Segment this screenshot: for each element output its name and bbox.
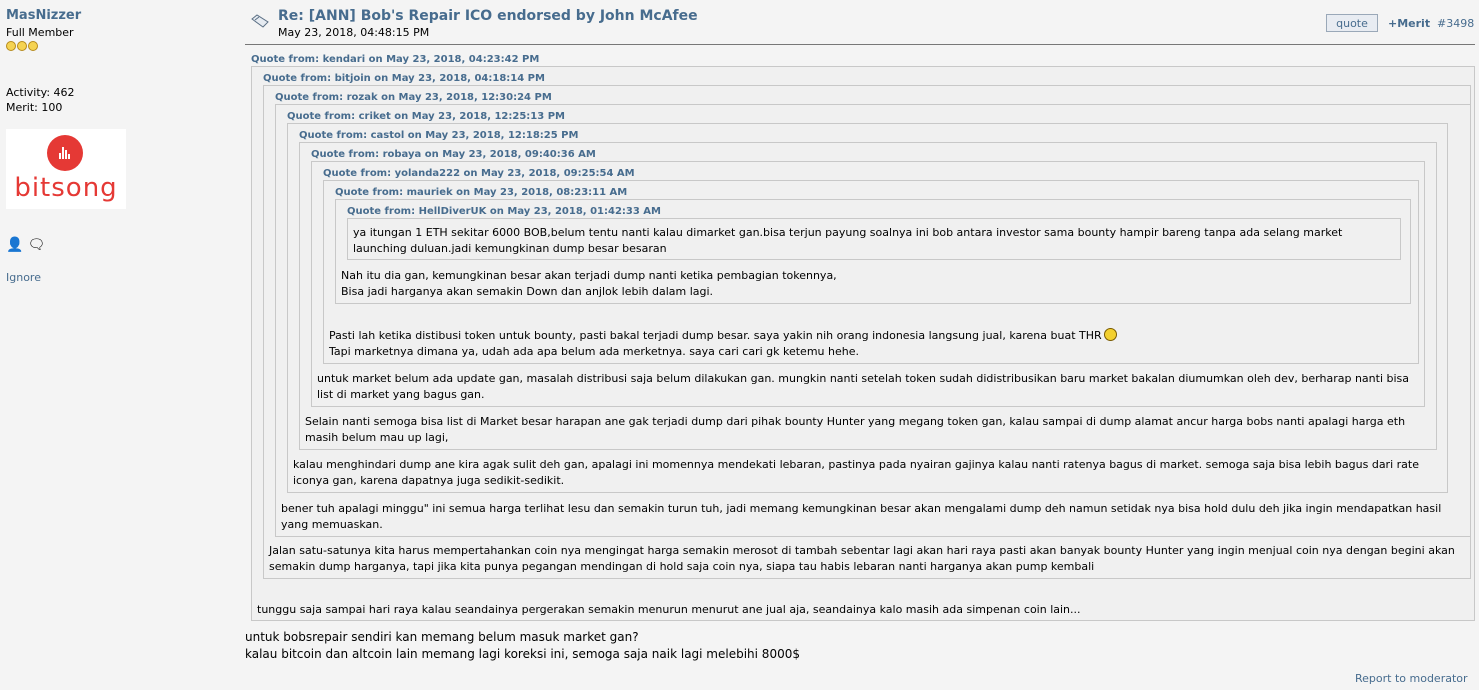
quote-header[interactable]: Quote from: bitjoin on May 23, 2018, 04:18:14 PM bbox=[263, 73, 545, 84]
post-date: May 23, 2018, 04:48:15 PM bbox=[278, 26, 430, 39]
poster-name[interactable]: MasNizzer bbox=[6, 8, 82, 23]
quote-line: Pasti lah ketika distibusi token untuk bounty, pasti bakal terjadi dump besar. saya yakin nih orang indonesia langsung jual, karena buat THR bbox=[329, 329, 1102, 342]
avatar-text: bitsong bbox=[14, 173, 118, 203]
quote-line: Tapi marketnya dimana ya, udah ada apa belum ada merketnya. saya cari cari gk ketemu hehe. bbox=[329, 345, 859, 358]
quote-header[interactable]: Quote from: criket on May 23, 2018, 12:25:13 PM bbox=[287, 111, 565, 122]
star-icon bbox=[28, 41, 38, 51]
ignore-link[interactable]: Ignore bbox=[6, 271, 41, 284]
quote-header[interactable]: Quote from: castol on May 23, 2018, 12:18:25 PM bbox=[299, 130, 579, 141]
quote-header[interactable]: Quote from: rozak on May 23, 2018, 12:30:24 PM bbox=[275, 92, 552, 103]
quote-text bbox=[329, 328, 1409, 360]
quote-text: tunggu saja sampai hari raya kalau seandainya pergerakan semakin menurun menurut ane jual aja, seandainya kalo masih ada simpenan coin lain... bbox=[257, 603, 1081, 616]
quote-text: bener tuh apalagi minggu" ini semua harga terlihat lesu dan semakin turun tuh, jadi memang kemungkinan besar akan mengalami dump deh namun setidak nya bisa hold dulu deh jika ingin mendapatkan hasil yang memuaskan. bbox=[281, 502, 1442, 531]
quote-header[interactable]: Quote from: kendari on May 23, 2018, 04:23:42 PM bbox=[251, 54, 540, 65]
post-title[interactable]: Re: [ANN] Bob's Repair ICO endorsed by John McAfee bbox=[278, 8, 698, 24]
grin-smiley-icon bbox=[1104, 328, 1117, 341]
quote-block bbox=[347, 218, 1401, 260]
quote-line: Nah itu dia gan, kemungkinan besar akan terjadi dump nanti ketika pembagian tokennya, bbox=[341, 269, 837, 282]
quote-header[interactable]: Quote from: yolanda222 on May 23, 2018, 09:25:54 AM bbox=[323, 168, 635, 179]
quote-line: Bisa jadi harganya akan semakin Down dan anjlok lebih dalam lagi. bbox=[341, 285, 714, 298]
post-body bbox=[245, 629, 800, 663]
star-icon bbox=[6, 41, 16, 51]
profile-icon[interactable]: 👤 bbox=[6, 237, 24, 253]
post-body-line: untuk bobsrepair sendiri kan memang belum masuk market gan? bbox=[245, 630, 639, 644]
merit-count: Merit: 100 bbox=[6, 101, 63, 114]
quote-text: Jalan satu-satunya kita harus mempertahankan coin nya mengingat harga semakin merosot di tambah sebentar lagi akan hari raya pasti akan banyak bounty Hunter yang ingin menjual coin nya dengan begini akan semakin dump harganya, tapi jika kita punya pegangan mendingan di hold saja coin nya, siapa tau habis lebaran nanti harganya akan pump kembali bbox=[269, 544, 1455, 573]
quote-text: Selain nanti semoga bisa list di Market besar harapan ane gak terjadi dump dari pihak bounty Hunter yang megang token gan, kalau sampai di dump alamat ancur harga bobs nanti apalagi harga eth masih belum mau up lagi, bbox=[305, 415, 1406, 444]
rank-stars bbox=[6, 41, 236, 53]
topic-icon bbox=[251, 14, 269, 28]
quote-text: untuk market belum ada update gan, masalah distribusi saja belum dilakukan gan. mungkin nanti setelah token sudah didistribusikan baru market bakalan diumumkan oleh dev, berharap nanti bisa list di market yang bagus gan. bbox=[317, 372, 1410, 401]
quote-text: kalau menghindari dump ane kira agak sulit deh gan, apalagi ini momennya mendekati lebaran, pastinya pada nyairan gajinya kalau nanti ratenya bagus di market. semoga saja bisa lebih bagus dari rate iconya gan, karena dapatnya juga sedikit-sedikit. bbox=[293, 458, 1419, 487]
avatar bbox=[6, 129, 126, 209]
poster-stats bbox=[6, 85, 236, 115]
quote-header[interactable]: Quote from: robaya on May 23, 2018, 09:40:36 AM bbox=[311, 149, 596, 160]
post-header bbox=[245, 8, 1475, 45]
poster-rank: Full Member bbox=[6, 26, 74, 39]
poster-info bbox=[6, 8, 236, 284]
star-icon bbox=[17, 41, 27, 51]
quote-header[interactable]: Quote from: HellDiverUK on May 23, 2018, 01:42:33 AM bbox=[347, 206, 661, 217]
report-to-moderator-link[interactable]: Report to moderator bbox=[1355, 672, 1468, 685]
post-number[interactable]: #3498 bbox=[1437, 17, 1475, 30]
post-body-line: kalau bitcoin dan altcoin lain memang lagi koreksi ini, semoga saja naik lagi melebihi 8000$ bbox=[245, 647, 800, 661]
quote-button[interactable]: quote bbox=[1326, 14, 1378, 32]
poster-icons bbox=[6, 237, 236, 257]
merit-link[interactable]: +Merit bbox=[1388, 17, 1431, 30]
quote-text: ya itungan 1 ETH sekitar 6000 BOB,belum tentu nanti kalau dimarket gan.bisa terjun payung soalnya ini bob antara investor sama bounty hampir bareng tanpa ada selang market launching duluan.jadi kemungkinan dump besar besaran bbox=[353, 226, 1343, 255]
message-icon[interactable]: 🗨 bbox=[27, 237, 46, 253]
quote-text bbox=[341, 268, 1401, 300]
bitsong-logo-icon bbox=[47, 135, 83, 171]
activity-count: Activity: 462 bbox=[6, 86, 75, 99]
quote-header[interactable]: Quote from: mauriek on May 23, 2018, 08:23:11 AM bbox=[335, 187, 628, 198]
